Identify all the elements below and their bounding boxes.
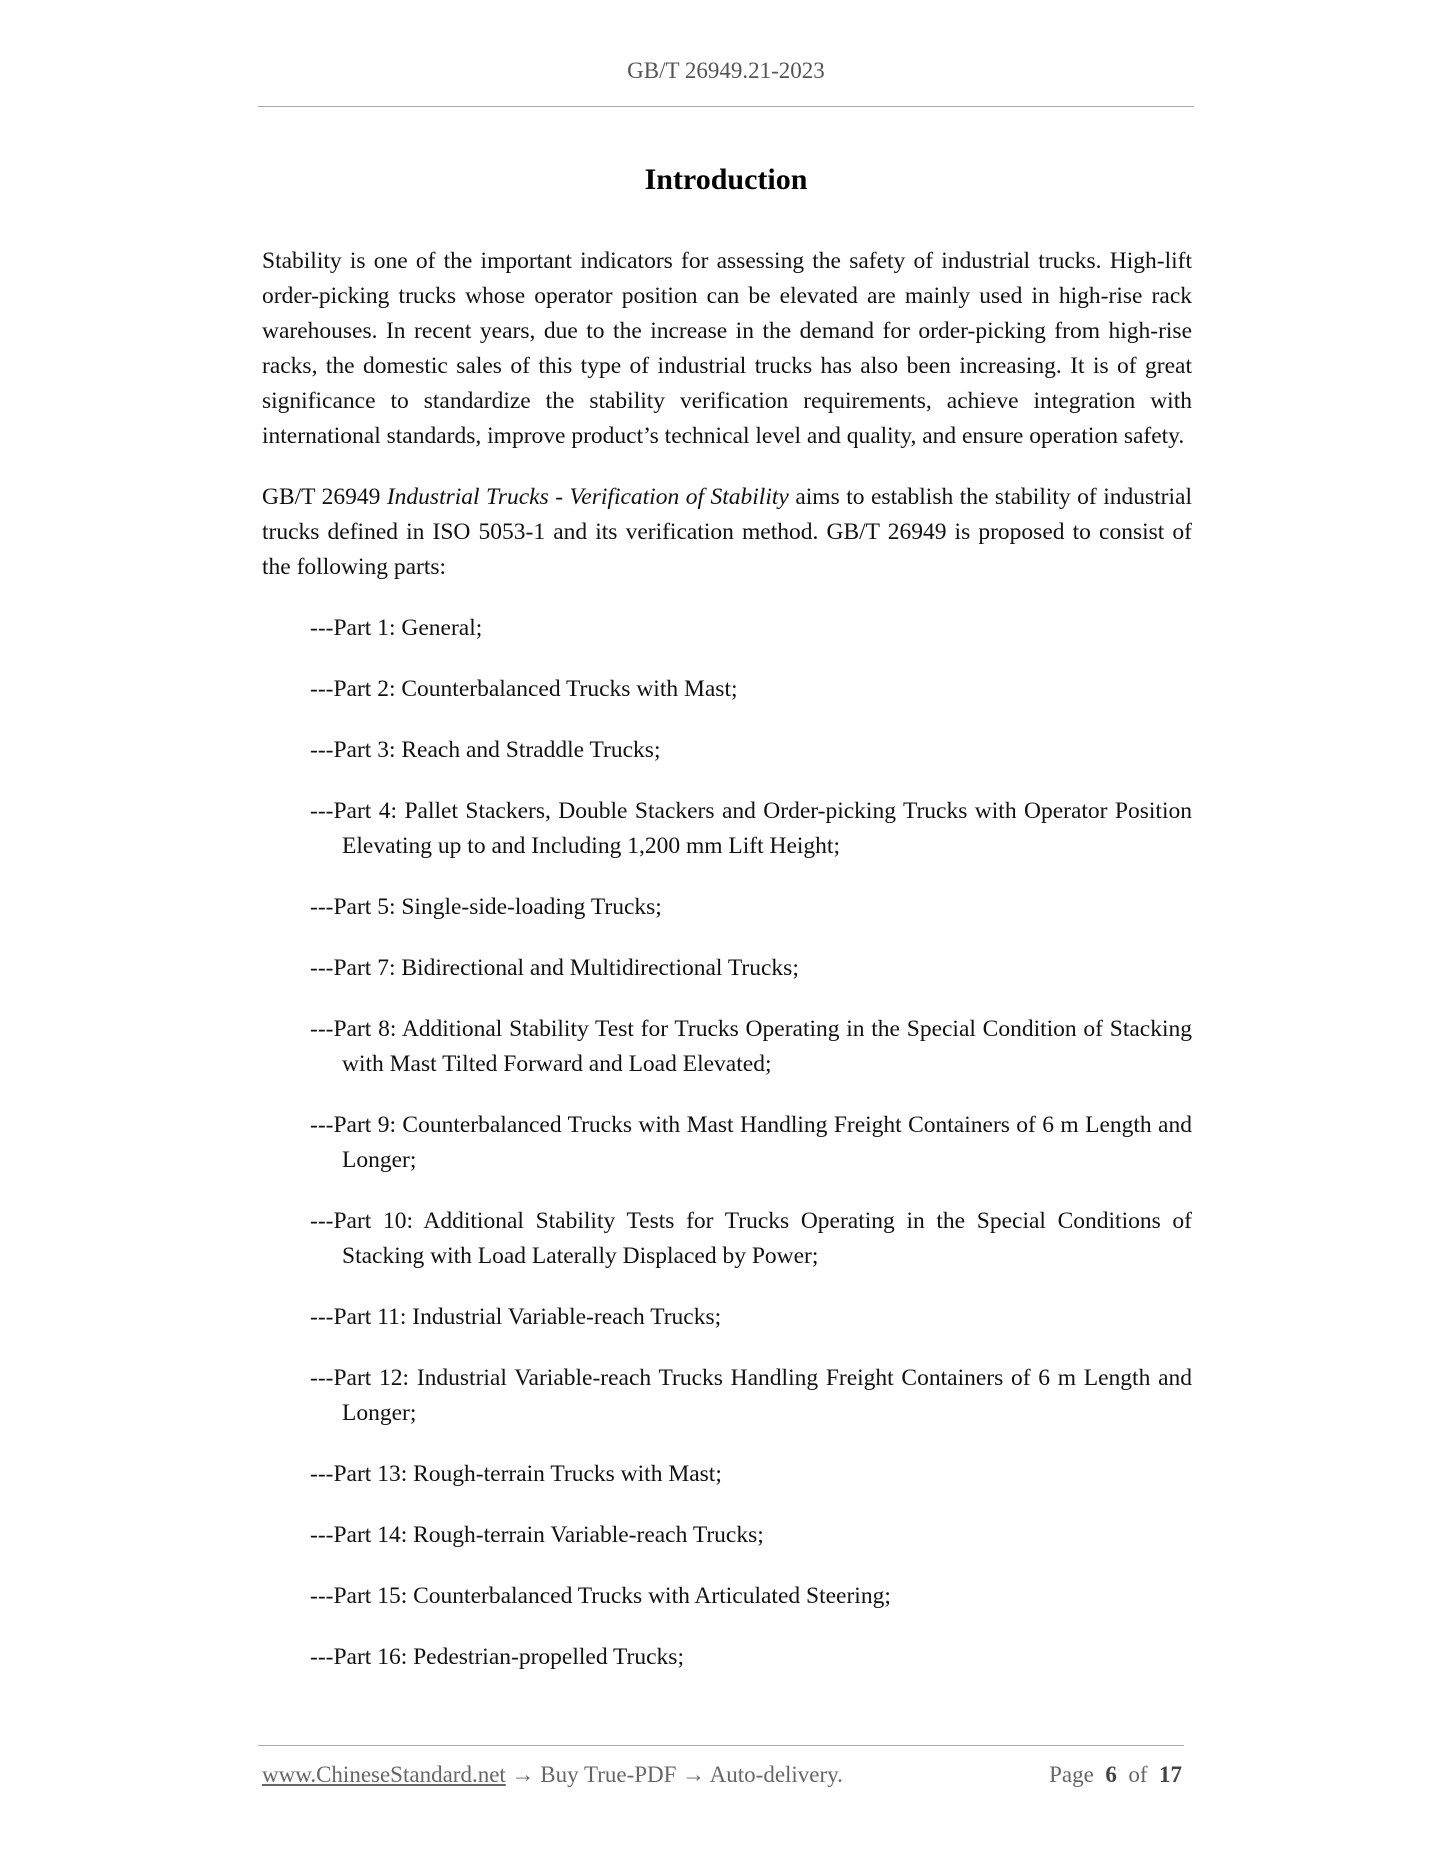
part-item-14: ---Part 14: Rough-terrain Variable-reach Trucks; [310,1522,764,1548]
part-item-7: ---Part 7: Bidirectional and Multidirectional Trucks; [310,955,799,981]
p2-prefix: GB/T 26949 [262,484,387,510]
intro-paragraph-2 [262,480,1192,585]
part-item-10: ---Part 10: Additional Stability Tests for Trucks Operating in the Special Conditions of Stacking with Load Laterally Displaced by Power; [310,1208,1192,1269]
part-item-13: ---Part 13: Rough-terrain Trucks with Mast; [310,1461,722,1487]
part-item-2: ---Part 2: Counterbalanced Trucks with Mast; [310,676,738,702]
page-total: 17 [1159,1762,1182,1787]
part-item-16: ---Part 16: Pedestrian-propelled Trucks; [310,1644,684,1670]
page-label: Page [1049,1762,1094,1787]
footer-tagline: → Buy True-PDF → Auto-delivery. [505,1762,843,1787]
part-item-3: ---Part 3: Reach and Straddle Trucks; [310,737,661,763]
page-current: 6 [1105,1762,1117,1787]
page-title: Introduction [644,163,808,196]
website-link[interactable]: www.ChineseStandard.net [262,1762,506,1787]
part-item-8: ---Part 8: Additional Stability Test for Trucks Operating in the Special Condition of Stacking with Mast Tilted Forward and Load Elevated; [310,1016,1192,1077]
page-of: of [1128,1762,1148,1787]
document-body [262,244,1192,1701]
part-item-1: ---Part 1: General; [310,615,483,641]
page-header-standard-code: GB/T 26949.21-2023 [627,58,825,83]
parts-list [262,611,1192,1675]
header-divider [258,106,1194,107]
part-item-15: ---Part 15: Counterbalanced Trucks with Articulated Steering; [310,1583,891,1609]
p2-suffix: aims to establish the stability of industrial trucks defined in ISO 5053-1 and its verification method. GB/T 26949 is proposed to consist of the following parts: [262,484,1192,580]
part-item-12: ---Part 12: Industrial Variable-reach Trucks Handling Freight Containers of 6 m Length and Longer; [310,1365,1192,1426]
footer-divider [258,1745,1184,1746]
part-item-11: ---Part 11: Industrial Variable-reach Trucks; [310,1304,722,1330]
page-indicator [1049,1762,1182,1788]
part-item-9: ---Part 9: Counterbalanced Trucks with Mast Handling Freight Containers of 6 m Length and Longer; [310,1112,1192,1173]
intro-paragraph-1: Stability is one of the important indicators for assessing the safety of industrial trucks. High-lift order-picking trucks whose operator position can be elevated are mainly used in high-rise rack warehouses. In recent years, due to the increase in the demand for order-picking from high-rise racks, the domestic sales of this type of industrial trucks has also been increasing. It is of great significance to standardize the stability verification requirements, achieve integration with international standards, improve product’s technical level and quality, and ensure operation safety. [262,248,1192,449]
part-item-4: ---Part 4: Pallet Stackers, Double Stackers and Order-picking Trucks with Operator Position Elevating up to and Including 1,200 mm Lift Height; [310,798,1192,859]
part-item-5: ---Part 5: Single-side-loading Trucks; [310,894,662,920]
footer-promo [262,1762,843,1788]
p2-standard-title: Industrial Trucks - Verification of Stability [386,484,789,510]
